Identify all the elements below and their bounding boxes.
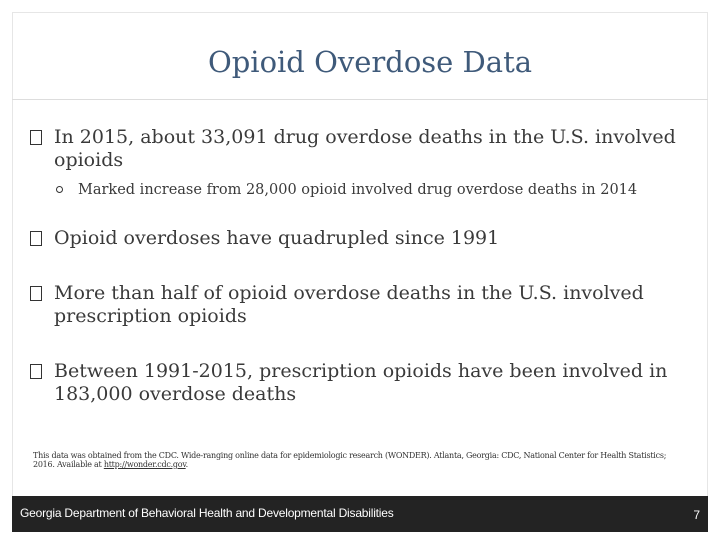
bullet-box-icon [30, 130, 42, 145]
page-number: 7 [693, 508, 700, 522]
bullet-item [30, 360, 680, 406]
bullet-text: In 2015, about 33,091 drug overdose deaths in the U.S. involved opioids [54, 126, 676, 171]
title-divider [12, 99, 708, 100]
footer-bar [12, 496, 708, 532]
slide-title: Opioid Overdose Data [207, 45, 533, 79]
bullet-text: Between 1991-2015, prescription opioids have been involved in 183,000 overdose deaths [54, 360, 668, 405]
citation-link[interactable]: http://wonder.cdc.gov [103, 460, 186, 469]
circle-bullet-icon [56, 186, 63, 193]
bullet-box-icon [30, 364, 42, 379]
sub-bullet-text: Marked increase from 28,000 opioid involved drug overdose deaths in 2014 [78, 182, 638, 198]
bullet-item [30, 126, 680, 172]
bullet-box-icon [30, 231, 42, 246]
citation-text: This data was obtained from the CDC. Wide-ranging online data for epidemiologic research (WONDER). Atlanta, Georgia: CDC, National Center for Health Statistics; 2016. Available at [33, 451, 667, 469]
bullet-item [30, 227, 680, 250]
bullet-item [30, 282, 680, 328]
footer-organization: Georgia Department of Behavioral Health and Developmental Disabilities [20, 506, 394, 520]
bullet-text: Opioid overdoses have quadrupled since 1991 [54, 227, 500, 249]
sub-bullet-item [56, 181, 680, 200]
title-bar [12, 12, 708, 100]
bullet-text: More than half of opioid overdose deaths in the U.S. involved prescription opioids [54, 282, 644, 327]
bullet-box-icon [30, 286, 42, 301]
citation-end: . [185, 460, 188, 469]
slide-content [30, 126, 680, 406]
source-citation [33, 451, 673, 469]
